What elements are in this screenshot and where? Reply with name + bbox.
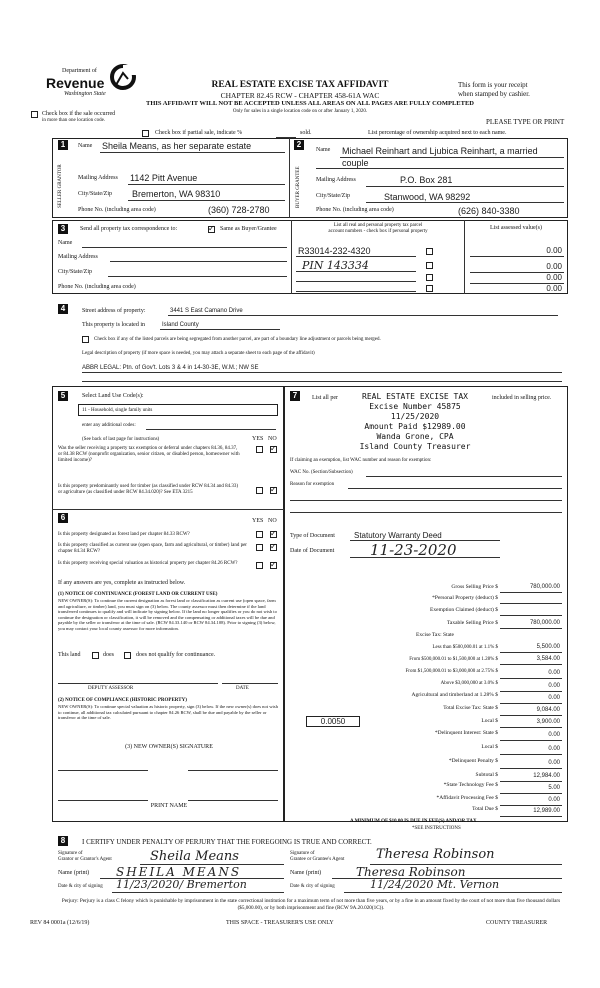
doc-type[interactable]: Statutory Warranty Deed [354,531,442,540]
tax-row-line [500,805,562,806]
section-1-number: 1 [58,140,68,150]
print-name-label: PRINT NAME [150,803,188,809]
tax-row-label: Total Excise Tax: State $ [443,705,498,711]
checkmark-icon: ✓ [270,485,277,494]
sec7-label: List all per [312,395,338,401]
tax-row-value[interactable]: 3,900.00 [536,719,560,725]
seller-name-line [100,152,285,153]
logo-name: Revenue [46,75,105,91]
tax-row-line [500,793,562,794]
grantor-sig-label-2: Grantor or Grantor's Agent [58,857,112,862]
seller-name-label: Name [78,143,93,149]
wac-label: WAC No. (Section/Subsection) [290,470,353,475]
sec5-yes-header: YES [252,436,264,442]
notice-2-title: (2) NOTICE OF COMPLIANCE (HISTORIC PROPERTY) [58,698,187,703]
checkmark-icon: ✓ [270,542,277,551]
sec7-label-end: included in selling price. [492,395,552,401]
grantor-date-city[interactable]: 11/23/2020/ Bremerton [116,878,247,891]
tax-row-value[interactable]: 0.00 [548,797,560,803]
right-column-box [284,386,568,822]
checkmark-icon: ✓ [270,444,277,453]
buyer-mail-label: Mailing Address [316,177,356,183]
wac-line[interactable] [366,476,562,477]
tax-row-value[interactable]: 0.00 [548,683,560,689]
buyer-phone-label: Phone No. (including area code) [316,207,394,213]
grantee-name[interactable]: Theresa Robinson [356,865,466,879]
new-owner-sig-line-1[interactable] [58,770,148,771]
deputy-date-line[interactable] [222,683,278,684]
grantor-date-line [112,892,284,893]
type-or-print: PLEASE TYPE OR PRINT [486,118,565,126]
seller-city-line [128,200,285,201]
treasurer-stamp-4: Amount Paid $12989.00 [364,422,466,431]
form-title: REAL ESTATE EXCISE TAX AFFIDAVIT [211,80,389,90]
tax-row-line [500,781,562,782]
parcel-line-3 [296,281,416,282]
logo-dept: Department of [62,68,97,74]
multi-location-label: Check box if the sale occurred [42,111,116,117]
reason-line-3[interactable] [290,512,562,513]
sec5-question-2: Is this property predominantly used for timber (as classified under RCW 84.34 and 84.33) or agriculture (as classified under RCW 84.34.020)? See ETA 3215 [58,484,239,495]
tax-row-label: *Delinquent Interest: State $ [434,730,498,736]
see-instructions: *SEE INSTRUCTIONS [412,826,461,831]
parcel-line-2 [296,271,416,272]
legal-label: Legal description of property (if more space is needed, you may attach a separate sheet to each page of the affidavit) [82,351,315,356]
tax-row-label: Local $ [481,718,498,724]
buyer-name-cont[interactable]: couple [342,158,369,168]
buyer-name[interactable]: Michael Reinhart and Ljubica Reinhart, a married [342,146,538,156]
parcel-line-1 [296,256,416,257]
certify-statement: I CERTIFY UNDER PENALTY OF PERJURY THAT THE FOREGOING IS TRUE AND CORRECT. [82,838,372,846]
single-location-note: Only for sales in a single location code on or after January 1, 2020. [232,109,368,114]
reason-line-1[interactable] [348,488,562,489]
tax-row-label: Gross Selling Price $ [451,584,498,590]
buyer-phone[interactable]: (626) 840-3380 [458,206,520,216]
grantee-name-label: Name (print) [290,870,322,876]
tax-row-label: Local $ [481,744,498,750]
tax-row-value[interactable]: 0.00 [548,746,560,752]
perjury-notice: Perjury: Perjury is a class C felony which is punishable by imprisonment in the state correctional institution for a maximum term of not more than five years, or by a fine in an amount fixed by the court of not more than five thousand dollars ($5,000.00), or by both imprisonment and fine (RCW 9A.20.020(1C)). [61,898,561,911]
revenue-logo-icon [108,63,138,91]
seller-phone-label: Phone No. (including area code) [78,207,156,213]
partial-sale-label: Check box if partial sale, indicate % [155,130,243,136]
grantor-sig-label-1: Signature of [58,851,83,856]
doc-date[interactable]: 11-23-2020 [370,541,457,559]
grantee-date-line [344,892,562,893]
section-5-number: 5 [58,391,68,401]
grantee-date-label: Date & city of signing [290,884,335,889]
notice-1-body: NEW OWNER(S): To continue the current designation as forest land or classification as current use (open space, farm and agriculture, or timber) land, you must sign on (3) below. The county assessor must then determine if the land transferred continues to qualify and will indicate by signing below. If the land no longer qualifies or you do not wish to continue the designation or classification, it will be removed and the compensating or additional taxes will be due and payable by the seller or transferor at the time of sale. (RCW 84.33.140 or RCW 84.34.108). Prior to signing (3) below, you may contact your local county assessor for more information. [58,598,277,631]
this-land-label: This land [58,652,81,658]
notice-2-body: NEW OWNER(S): To continue special valuation as historic property, sign (3) below. If the new owner(s) does not wish to continue, all additional tax calculated pursuant to chapter 84.26 RCW, shall be due and payable by the seller or transferor at the time of sale. [58,704,278,721]
exemption-reason-label: Reason for exemption [290,482,335,487]
receipt-line1: This form is your receipt [458,81,528,89]
seller-city[interactable]: Bremerton, WA 98310 [132,189,221,199]
buyer-name-line2 [316,168,564,169]
parcel-header-1: List all real and personal property tax parcel [333,223,423,228]
county-value[interactable]: Island County [162,322,199,328]
tax-row-line [500,678,562,679]
tax-row-value[interactable]: 12,989.00 [533,808,560,814]
personal-property-checkbox-4[interactable] [426,285,433,292]
multi-location-checkbox[interactable] [31,111,38,118]
tax-row-line [500,703,562,704]
legal-description[interactable]: ABBR LEGAL: Ptn. of Gov't. Lots 3 & 4 in 14-30-3E, W.M.; NW SE [82,365,259,371]
sec3-city-line[interactable] [108,276,287,277]
tax-row-line [500,816,562,817]
excise-tax-state-label: Excise Tax: State [416,632,455,638]
parcel-number-2[interactable]: PIN 143334 [302,259,369,272]
tax-row-line [500,768,562,769]
treasurer-stamp-3: 11/25/2020 [390,412,440,421]
checkmark-icon: ✓ [208,224,215,233]
section-2-number: 2 [294,140,304,150]
personal-property-checkbox-1[interactable] [426,248,433,255]
sec6-question-1: Is this property designated as forest land per chapter 84.33 RCW? [58,532,190,537]
additional-codes-line[interactable] [146,429,276,430]
buyer-name-label: Name [316,147,331,153]
tax-row-value[interactable]: 0.00 [548,670,560,676]
sec6-question-3: Is this property receiving special valuation as historical property per chapter 84.26 RCW? [58,561,238,566]
notice-1-title: (1) NOTICE OF CONTINUANCE (FOREST LAND OR CURRENT USE) [58,592,218,597]
if-yes-label: If any answers are yes, complete as instructed below. [58,580,186,586]
see-back-label: (See back of last page for instructions) [82,437,160,442]
doc-date-label: Date of Document [290,548,335,554]
seller-name[interactable]: Sheila Means, as her separate estate [102,141,252,151]
parcel-header-2: account numbers - check box if personal property [328,229,428,234]
treasurer-stamp-5: Wanda Grone, CPA [376,432,454,441]
sec3-phone-label: Phone No. (including area code) [58,284,136,290]
tax-row-value[interactable]: 0.00 [548,695,560,701]
ownership-note: List percentage of ownership acquired next to each name. [368,130,507,136]
tax-row-value[interactable]: 5,500.00 [536,644,560,650]
section-8-number: 8 [58,836,68,846]
sec6-q3-yes[interactable] [256,562,263,569]
sec6-no-header: NO [268,518,277,524]
buyer-side-label: BUYER GRANTEE [296,166,301,208]
land-not-qualify-label: does not qualify for continuance. [136,652,216,658]
buyer-name-line [340,157,564,158]
buyer-city[interactable]: Stanwood, WA 98292 [384,192,471,202]
logo-state: Washington State [64,91,106,97]
form-chapter: CHAPTER 82.45 RCW - CHAPTER 458-61A WAC [220,91,380,100]
minimum-note: A MINIMUM OF $10.00 IS DUE IN FEE(S) AND/OR TAX [350,819,477,824]
checkmark-icon: ✓ [270,529,277,538]
multi-location-label2: in more than one location code. [42,118,106,123]
street-address[interactable]: 3441 S East Camano Drive [170,308,243,314]
print-name-line-2[interactable] [188,800,278,801]
tax-row-label: From $500,000.01 to $1,500,000 at 1.28% $ [409,657,498,662]
tax-row-value[interactable]: 9,084.00 [536,707,560,713]
sec3-mail-label: Mailing Address [58,254,98,260]
seller-side-label: SELLER GRANTOR [58,164,63,208]
assessed-header: List assessed value(s) [490,225,542,231]
tax-row-value[interactable]: 780,000.00 [529,620,560,626]
tax-row-line [500,691,562,692]
sec6-top-line [52,509,284,510]
seller-mail-label: Mailing Address [78,175,118,181]
tax-row-value[interactable]: 0.00 [548,732,560,738]
county-treasurer-label: COUNTY TREASURER [486,920,548,926]
grantee-date-city[interactable]: 11/24/2020 Mt. Vernon [370,878,500,891]
tax-row-line[interactable] [500,603,562,604]
grantor-name-label: Name (print) [58,870,90,876]
sec6-yes-header: YES [252,518,264,524]
tax-row-label: Subtotal $ [475,772,498,778]
grantee-sig-label-2: Grantee or Grantee's Agent [290,857,345,862]
treasurer-stamp-6: Island County Treasurer [359,442,471,451]
street-line [168,315,558,316]
section-6-number: 6 [58,513,68,523]
assessed-value-1[interactable]: 0.00 [546,246,562,255]
seller-phone[interactable]: (360) 728-2780 [208,205,270,215]
assessed-value-3[interactable]: 0.00 [546,273,562,282]
segregate-label: Check box if any of the listed parcels are being segregated from another parcel, are part of a boundary line adjustment or parcels being merged. [94,337,381,342]
tax-row-label: *State Technology Fee $ [443,782,498,788]
sec6-question-2: Is this property classified as current use (open space, farm and agricultural, or timber) land per chapter 84.34 RCW? [58,543,247,554]
land-not-qualify-checkbox[interactable] [124,652,131,659]
deputy-date-label: DATE [236,686,249,691]
sec5-q1-yes[interactable] [256,446,263,453]
buyer-mail-line [366,186,564,187]
tax-row-value[interactable]: 3,584.00 [536,656,560,662]
grantor-date-label: Date & city of signing [58,884,103,889]
tax-row-label: Exemption Claimed (deduct) $ [430,607,498,613]
grantee-signature[interactable]: Theresa Robinson [376,847,495,862]
seller-mail-line [128,184,285,185]
additional-codes-label: enter any additional codes: [82,423,136,428]
local-rate[interactable]: 0.0050 [320,717,346,726]
tax-row-label: Above $3,000,000 at 3.0% $ [440,681,498,686]
county-line [160,329,280,330]
sec3-city-label: City/State/Zip [58,269,92,275]
street-label: Street address of property: [82,308,146,314]
tax-row-label: From $1,500,000.01 to $3,000,000 at 2.75% $ [405,669,498,674]
print-name-line-1[interactable] [58,800,148,801]
tax-row-line[interactable] [500,615,562,616]
tax-row-value[interactable]: 780,000.00 [529,584,560,590]
land-use-label: Select Land Use Code(s): [82,393,144,399]
sec3-name-label: Name [58,240,73,246]
legal-line-1 [82,372,562,373]
sec3-name-line[interactable] [82,247,287,248]
doc-type-label: Type of Document [290,533,335,539]
parcel-line-4 [296,291,416,292]
checkmark-icon: ✓ [270,560,277,569]
tax-row-label: Total Due $ [472,806,498,812]
legal-line-2 [82,381,562,382]
tax-row-line [500,652,562,653]
assessed-value-4[interactable]: 0.00 [546,284,562,293]
tax-row-label: Agricultural and timberland at 1.28% $ [411,692,498,698]
grantor-signature[interactable]: Sheila Means [150,849,239,864]
deputy-assessor-line[interactable] [58,683,218,684]
correspondence-label: Send all property tax correspondence to: [80,226,178,232]
section-4-number: 4 [58,304,68,314]
treasurer-stamp-1: REAL ESTATE EXCISE TAX [362,392,468,401]
land-use-code[interactable]: 11 - Household, single family units [82,408,153,413]
tax-row-value[interactable]: 0.00 [548,760,560,766]
tax-row-line [500,628,562,629]
partial-sale-checkbox[interactable] [142,130,149,137]
sec3-mail-line[interactable] [110,261,287,262]
form-revision: REV 84 0001a (12/6/19) [30,920,90,926]
assessed-line-1 [470,256,564,257]
sec5-q2-yes[interactable] [256,487,263,494]
tax-row-line [500,715,562,716]
partial-sale-sold: sold. [300,130,312,136]
new-owner-signature-label: (3) NEW OWNER(S) SIGNATURE [125,744,213,750]
parties-divider [289,138,290,218]
tax-row-line [500,727,562,728]
section-3-number: 3 [58,224,68,234]
tax-row-line [500,664,562,665]
doc-date-line [350,557,500,558]
tax-row-label: *Personal Property (deduct) $ [432,595,498,601]
tax-row-value[interactable]: 5.00 [548,785,560,791]
personal-property-checkbox-3[interactable] [426,274,433,281]
parcel-number-1[interactable]: R33014-232-4320 [298,246,371,256]
grantee-sig-label-1: Signature of [290,851,315,856]
grantor-name[interactable]: SHEILA MEANS [116,865,242,879]
tax-row-label: Taxable Selling Price $ [446,620,498,626]
buyer-mail[interactable]: P.O. Box 281 [400,175,453,185]
form-warning: THIS AFFIDAVIT WILL NOT BE ACCEPTED UNLESS ALL AREAS ON ALL PAGES ARE FULLY COMPLETED [146,100,474,107]
sec5-question-1: Was the seller receiving a property tax exemption or deferral under chapters 84.36, 84.37, or 84.38 RCW (nonprofit organization, senior citizen, or disabled person, homeowner with limited income)? [58,446,240,463]
county-label: This property is located in [82,322,145,328]
tax-row-line [500,754,562,755]
section-7-number: 7 [290,391,300,401]
tax-row-label: *Affidavit Processing Fee $ [436,795,498,801]
same-as-buyer-label: Same as Buyer/Grantee [220,226,277,232]
treasurer-space-label: THIS SPACE - TREASURER'S USE ONLY [226,920,334,926]
deputy-assessor-label: DEPUTY ASSESSOR [88,686,134,691]
receipt-line2: when stamped by cashier. [458,90,530,98]
treasurer-stamp-2: Excise Number 45875 [369,402,461,411]
tax-row-label: *Delinquent Penalty $ [448,758,498,764]
sec6-q2-yes[interactable] [256,544,263,551]
segregate-checkbox[interactable] [82,336,89,343]
tax-row-value[interactable]: 12,984.00 [533,773,560,779]
personal-property-checkbox-2[interactable] [426,262,433,269]
assessed-value-2[interactable]: 0.00 [546,262,562,271]
tax-row-line [500,740,562,741]
buyer-city-label: City/State/Zip [316,193,350,199]
reason-line-2[interactable] [290,500,562,501]
seller-city-label: City/State/Zip [78,191,112,197]
exemption-claim-label: If claiming an exemption, list WAC number and reason for exemption: [290,458,432,463]
sec5-no-header: NO [268,436,277,442]
tax-row-line [500,592,562,593]
sec6-q1-yes[interactable] [256,531,263,538]
buyer-city-line [366,202,564,203]
seller-mail[interactable]: 1142 Pitt Avenue [130,173,198,183]
new-owner-sig-line-2[interactable] [188,770,278,771]
land-does-label: does [103,652,114,658]
land-does-checkbox[interactable] [92,652,99,659]
tax-row-label: Less than $500,000.01 at 1.1% $ [432,645,498,650]
